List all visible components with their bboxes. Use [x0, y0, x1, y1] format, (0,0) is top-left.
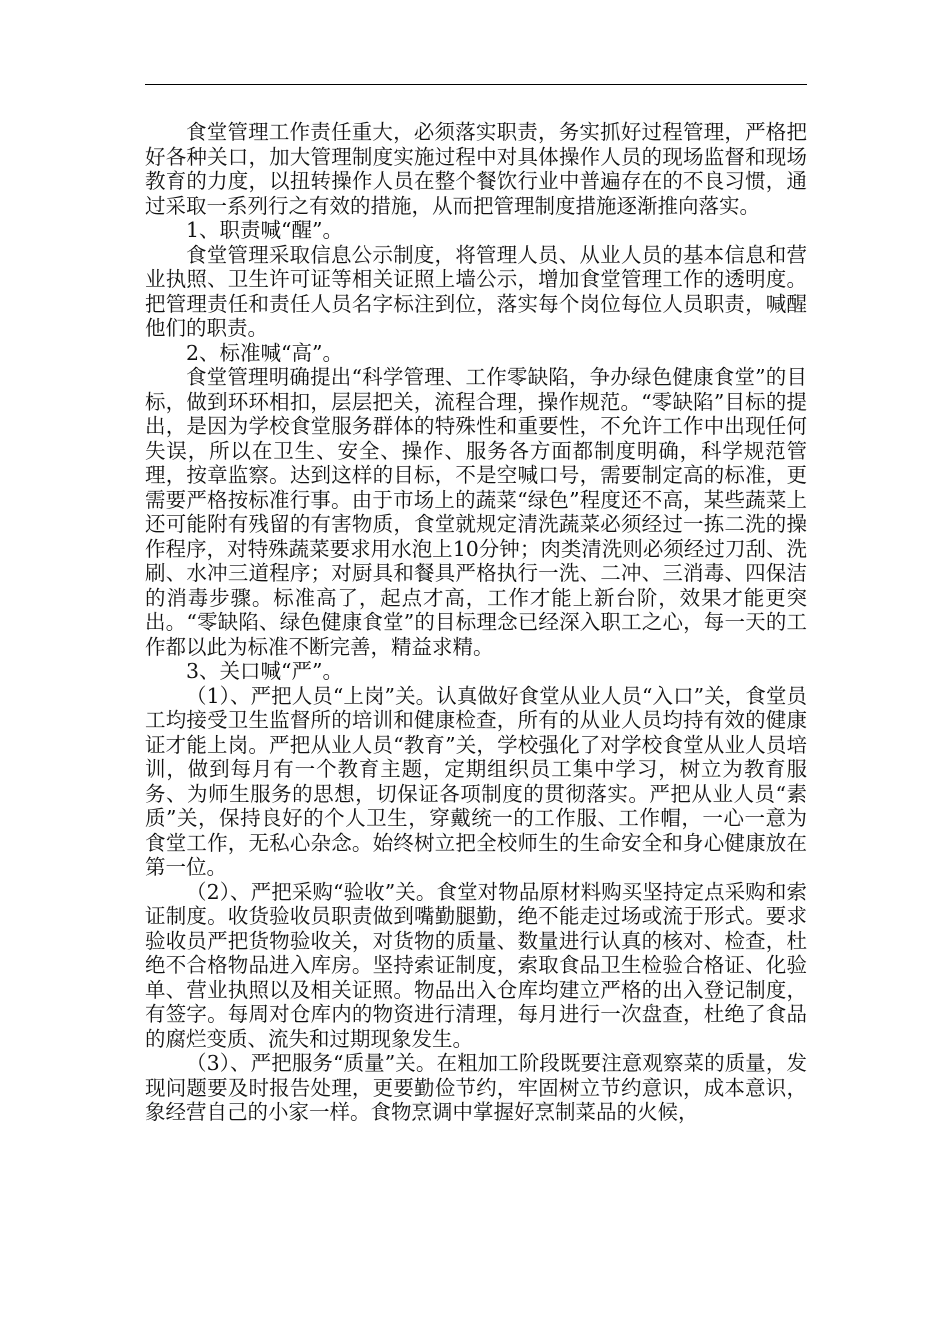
- paragraph-intro: 食堂管理工作责任重大，必须落实职责，务实抓好过程管理，严格把好各种关口，加大管理制度实施过程中对具体操作人员的现场监督和现场教育的力度，以扭转操作人员在整个餐饮行业中普遍存在的不良习惯，通过采取一系列行之有效的措施，从而把管理制度措施逐渐推向落实。: [145, 120, 807, 218]
- paragraph-subsection-1: （1）、严把人员“上岗”关。认真做好食堂从业人员“入口”关，食堂员工均接受卫生监督所的培训和健康检查，所有的从业人员均持有效的健康证才能上岗。严把从业人员“教育”关，学校强化了对学校食堂从业人员培训，做到每月有一个教育主题，定期组织员工集中学习，树立为教育服务、为师生服务的思想，切保证各项制度的贯彻落实。严把从业人员“素质”关，保持良好的个人卫生，穿戴统一的工作服、工作帽，一心一意为食堂工作，无私心杂念。始终树立把全校师生的生命安全和身心健康放在第一位。: [145, 683, 807, 879]
- paragraph-subsection-3: （3）、严把服务“质量”关。在粗加工阶段既要注意观察菜的质量，发现问题要及时报告处理，更要勤俭节约，牢固树立节约意识，成本意识，象经营自己的小家一样。食物烹调中掌握好烹制菜品的火候，: [145, 1051, 807, 1124]
- section-heading-2: 2、标准喊“高”。: [186, 340, 344, 365]
- document-body: [145, 120, 807, 1125]
- paragraph-subsection-2: （2）、严把采购“验收”关。食堂对物品原材料购买坚持定点采购和索证制度。收货验收员职责做到嘴勤腿勤，绝不能走过场或流于形式。要求验收员严把货物验收关，对货物的质量、数量进行认真的核对、检查，杜绝不合格物品进入库房。坚持索证制度，索取食品卫生检验合格证、化验单、营业执照以及相关证照。物品出入仓库均建立严格的出入登记制度，有签字。每周对仓库内的物资进行清理，每月进行一次盘查，杜绝了食品的腐烂变质、流失和过期现象发生。: [145, 879, 807, 1051]
- section-heading-1: 1、职责喊“醒”。: [186, 218, 344, 242]
- header-rule: [145, 84, 807, 85]
- paragraph-section-1: 食堂管理采取信息公示制度，将管理人员、从业人员的基本信息和营业执照、卫生许可证等相关证照上墙公示，增加食堂管理工作的透明度。把管理责任和责任人员名字标注到位，落实每个岗位每位人员职责，喊醒他们的职责。: [145, 242, 807, 340]
- paragraph-section-2: 食堂管理明确提出“科学管理、工作零缺陷，争办绿色健康食堂”的目标，做到环环相扣，层层把关，流程合理，操作规范。“零缺陷”目标的提出，是因为学校食堂服务群体的特殊性和重要性，不允许工作中出现任何失误，所以在卫生、安全、操作、服务各方面都制度明确，科学规范管理，按章监察。达到这样的目标，不是空喊口号，需要制定高的标准，更需要严格按标准行事。由于市场上的蔬菜“绿色”程度还不高，某些蔬菜上还可能附有残留的有害物质，食堂就规定清洗蔬菜必须经过一拣二洗的操作程序，对特殊蔬菜要求用水泡上10分钟；肉类清洗则必须经过刀刮、洗刷、水冲三道程序；对厨具和餐具严格执行一洗、二冲、三消毒、四保洁的消毒步骤。标准高了，起点才高，工作才能上新台阶，效果才能更突出。“零缺陷、绿色健康食堂”的目标理念已经深入职工之心，每一天的工作都以此为标准不断完善，精益求精。: [145, 365, 807, 659]
- section-heading-3: 3、关口喊“严”。: [186, 659, 344, 683]
